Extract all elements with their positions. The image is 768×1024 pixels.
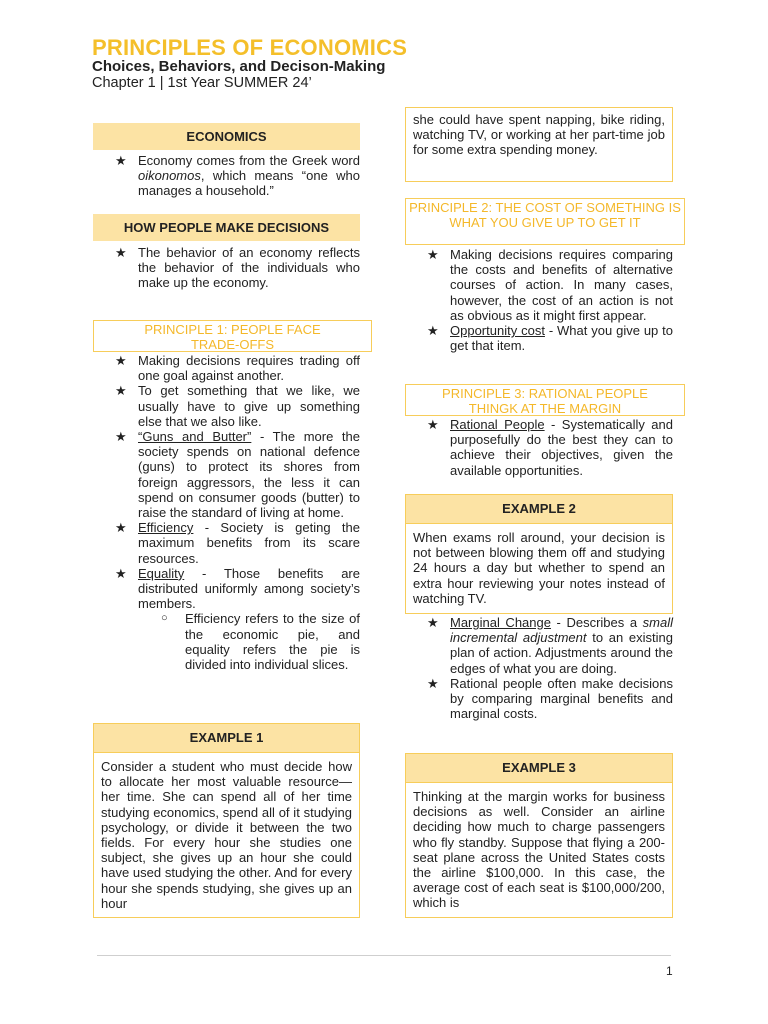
document-subtitle: Choices, Behaviors, and Decison-Making (92, 58, 386, 75)
example-1-card (93, 723, 360, 918)
chapter-line: Chapter 1 | 1st Year SUMMER 24’ (92, 75, 312, 91)
list-item: ★ Equality - Those benefits are distributed uniformly among society’s members. ○ Efficiency refers to the size of the economic pie, and equality refers the pie is divided into individual slices. (93, 566, 360, 672)
example-3-card (405, 753, 673, 918)
left-column (93, 0, 360, 1024)
economics-heading: ECONOMICS (93, 123, 360, 150)
list-item: ★ Making decisions requires comparing the costs and benefits of alternative courses of action. In many cases, however, the cost of an action is not as obvious as it might first appear. (405, 247, 673, 323)
list-item: ○ Efficiency refers to the size of the economic pie, and equality refers the pie is divided into individual slices. (93, 611, 360, 672)
list-item: ★ Rational People - Systematically and purposefully do the best they can to achieve their objectives, given the available opportunities. (405, 417, 673, 478)
list-item: ★ Making decisions requires trading off one goal against another. (93, 353, 360, 383)
example-1-continued: she could have spent napping, bike riding, watching TV, or working at her part-time job for some extra spending money. (405, 107, 673, 182)
example-3-title: EXAMPLE 3 (406, 754, 672, 782)
principle-1-bullets (93, 353, 360, 672)
example-3-body: Thinking at the margin works for business decisions as well. Consider an airline deciding how much to charge passengers who fly standby. Suppose that flying a 200-seat plane across the United States costs the airline $100,000. In this case, the average cost of each seat is $100,000/200, which is (406, 782, 672, 917)
equality-sublist (93, 611, 360, 672)
example-2-body: When exams roll around, your decision is not between blowing them off and studying 24 hours a day but whether to spend an extra hour reviewing your notes instead of watching TV. (406, 523, 672, 612)
list-item: ★ The behavior of an economy reflects the behavior of the individuals who make up the economy. (93, 245, 360, 291)
example-1-body: Consider a student who must decide how to allocate her most valuable resource—her time. She can spend all of her time studying economics, spend all of it studying psychology, or divide it between the two fields. For every hour she studies one subject, she gives up an hour she could have used studying the other. And for every hour she spends studying, she gives up an hour (94, 752, 359, 917)
right-column (405, 0, 685, 1024)
list-item: ★ Opportunity cost - What you give up to get that item. (405, 323, 673, 353)
decisions-heading: HOW PEOPLE MAKE DECISIONS (93, 214, 360, 241)
list-item: ★ Rational people often make decisions by comparing marginal benefits and marginal costs. (405, 676, 673, 722)
principle-3-bullets (405, 417, 673, 478)
principle-2-bullets (405, 247, 673, 353)
list-item: ★ Economy comes from the Greek word oikonomos, which means “one who manages a household.” (93, 153, 360, 199)
page-number: 1 (666, 964, 673, 978)
footer-divider (97, 955, 671, 956)
principle-1-title: PRINCIPLE 1: PEOPLE FACE TRADE-OFFS (93, 320, 372, 352)
example-2-title: EXAMPLE 2 (406, 495, 672, 523)
economics-bullets (93, 153, 360, 199)
principle-3-bullets-cont (405, 615, 673, 721)
list-item: ★ Marginal Change - Describes a small incremental adjustment to an existing plan of action. Adjustments around the edges of what you are doing. (405, 615, 673, 676)
principle-3-title: PRINCIPLE 3: RATIONAL PEOPLE THINGK AT THE MARGIN (405, 384, 685, 416)
list-item: ★ Efficiency - Society is geting the maximum benefits from its scare resources. (93, 520, 360, 566)
document-title: PRINCIPLES OF ECONOMICS (92, 35, 408, 60)
list-item: ★ To get something that we like, we usually have to give up something else that we also like. (93, 383, 360, 429)
example-1-title: EXAMPLE 1 (94, 724, 359, 752)
example-2-card (405, 494, 673, 614)
decisions-bullets (93, 245, 360, 291)
principle-2-title: PRINCIPLE 2: THE COST OF SOMETHING IS WHAT YOU GIVE UP TO GET IT (405, 198, 685, 245)
list-item: ★ “Guns and Butter” - The more the society spends on national defence (guns) to protect its shores from foreign aggressors, the less it can spend on consumer goods (butter) to raise the standard of living at home. (93, 429, 360, 520)
